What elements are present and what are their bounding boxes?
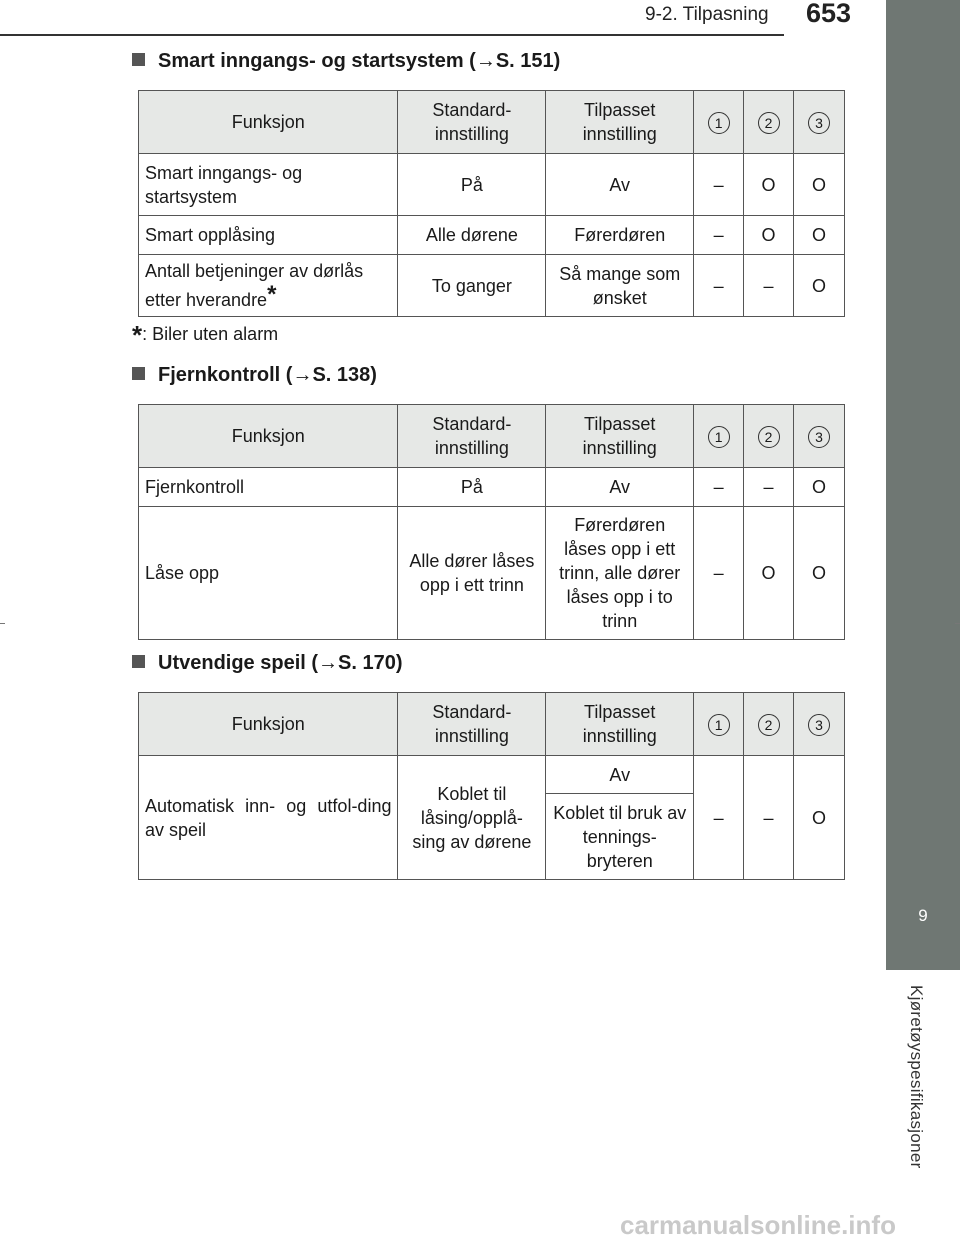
cell-custom: Førerdøren låses opp i ett trinn, alle dører låses opp i to trinn xyxy=(546,507,694,640)
cell-function: Fjernkontroll xyxy=(139,468,398,507)
header-col-1 xyxy=(694,91,744,154)
circled-2-icon: 2 xyxy=(758,426,780,448)
table-row xyxy=(139,216,845,255)
footnote xyxy=(132,320,278,351)
cell-function: Automatisk inn- og utfol-ding av speil xyxy=(139,756,398,880)
header-custom: Tilpasset innstilling xyxy=(546,91,694,154)
cell-custom-option-b: Koblet til bruk av tennings-bryteren xyxy=(546,794,694,880)
cell-col-3: O xyxy=(794,507,845,640)
cell-custom: Så mange som ønsket xyxy=(546,255,694,317)
crop-mark-right xyxy=(955,623,960,624)
table-row xyxy=(139,756,845,794)
circled-2-icon: 2 xyxy=(758,112,780,134)
page-number: 653 xyxy=(806,0,852,28)
cell-col-2: O xyxy=(744,507,794,640)
circled-1-icon: 1 xyxy=(708,112,730,134)
settings-table-mirrors xyxy=(138,692,845,880)
cell-custom-option-a: Av xyxy=(546,756,694,794)
section-title-text: Fjernkontroll (→S. 138) xyxy=(158,364,377,386)
table-row xyxy=(139,468,845,507)
cell-col-1: – xyxy=(694,255,744,317)
cell-default: Alle dører låses opp i ett trinn xyxy=(398,507,546,640)
header-col-3 xyxy=(794,405,845,468)
header-col-3 xyxy=(794,693,845,756)
circled-1-icon: 1 xyxy=(708,426,730,448)
header-custom: Tilpasset innstilling xyxy=(546,405,694,468)
header-col-2 xyxy=(744,693,794,756)
header-function: Funksjon xyxy=(139,91,398,154)
section-title-remote xyxy=(132,364,377,387)
header-default: Standard-innstilling xyxy=(398,693,546,756)
table-header-row xyxy=(139,693,845,756)
cell-col-3: O xyxy=(794,154,845,216)
cell-col-1: – xyxy=(694,468,744,507)
cell-custom: Førerdøren xyxy=(546,216,694,255)
cell-function: Smart opplåsing xyxy=(139,216,398,255)
cell-function: Låse opp xyxy=(139,507,398,640)
section-title-text: Smart inngangs- og startsystem (→S. 151) xyxy=(158,50,561,72)
section-title-smart-entry xyxy=(132,50,560,73)
header-rule xyxy=(0,34,886,36)
cell-col-2: – xyxy=(744,756,794,880)
cell-col-3: O xyxy=(794,468,845,507)
circled-2-icon: 2 xyxy=(758,714,780,736)
cell-col-2: – xyxy=(744,468,794,507)
circled-3-icon: 3 xyxy=(808,426,830,448)
cell-default: Koblet til låsing/opplå-sing av dørene xyxy=(398,756,546,880)
cell-function xyxy=(139,255,398,317)
cell-col-2: – xyxy=(744,255,794,317)
circled-3-icon: 3 xyxy=(808,714,830,736)
cell-col-3: O xyxy=(794,255,845,317)
cell-col-3: O xyxy=(794,756,845,880)
square-bullet-icon xyxy=(132,655,145,668)
footnote-marker: * xyxy=(267,281,277,308)
header-col-1 xyxy=(694,405,744,468)
cell-col-1: – xyxy=(694,154,744,216)
cell-custom: Av xyxy=(546,468,694,507)
cell-default: Alle dørene xyxy=(398,216,546,255)
header-col-1 xyxy=(694,693,744,756)
cell-default: To ganger xyxy=(398,255,546,317)
cell-function-text: Antall betjeninger av dørlås etter hverandre xyxy=(145,261,364,310)
square-bullet-icon xyxy=(132,367,145,380)
chapter-number: 9 xyxy=(918,906,928,925)
cell-custom: Av xyxy=(546,154,694,216)
header-col-3 xyxy=(794,91,845,154)
section-title-mirrors xyxy=(132,652,403,675)
settings-table-remote xyxy=(138,404,845,640)
table-row xyxy=(139,507,845,640)
cell-col-1: – xyxy=(694,507,744,640)
cell-default: På xyxy=(398,154,546,216)
cell-col-1: – xyxy=(694,756,744,880)
table-header-row xyxy=(139,91,845,154)
cell-col-2: O xyxy=(744,216,794,255)
crop-mark-left xyxy=(0,623,5,624)
watermark: carmanualsonline.info xyxy=(620,1210,896,1240)
table-row xyxy=(139,154,845,216)
footnote-star: * xyxy=(132,320,143,350)
cell-col-3: O xyxy=(794,216,845,255)
section-title-text: Utvendige speil (→S. 170) xyxy=(158,652,403,674)
cell-col-1: – xyxy=(694,216,744,255)
section-heading: 9-2. Tilpasning xyxy=(645,4,769,25)
chapter-tab[interactable] xyxy=(886,0,960,970)
table-header-row xyxy=(139,405,845,468)
square-bullet-icon xyxy=(132,53,145,66)
circled-3-icon: 3 xyxy=(808,112,830,134)
cell-function: Smart inngangs- og startsystem xyxy=(139,154,398,216)
cell-default: På xyxy=(398,468,546,507)
header-function: Funksjon xyxy=(139,405,398,468)
circled-1-icon: 1 xyxy=(708,714,730,736)
footnote-text: : Biler uten alarm xyxy=(142,324,279,344)
header-col-2 xyxy=(744,91,794,154)
chapter-sidebar xyxy=(886,0,960,1242)
header-custom: Tilpasset innstilling xyxy=(546,693,694,756)
header-col-2 xyxy=(744,405,794,468)
table-row xyxy=(139,255,845,317)
header-default: Standard-innstilling xyxy=(398,405,546,468)
header-function: Funksjon xyxy=(139,693,398,756)
settings-table-smart-entry xyxy=(138,90,845,317)
header-default: Standard-innstilling xyxy=(398,91,546,154)
chapter-title: Kjøretøyspesifikasjoner xyxy=(907,985,926,1169)
cell-col-2: O xyxy=(744,154,794,216)
